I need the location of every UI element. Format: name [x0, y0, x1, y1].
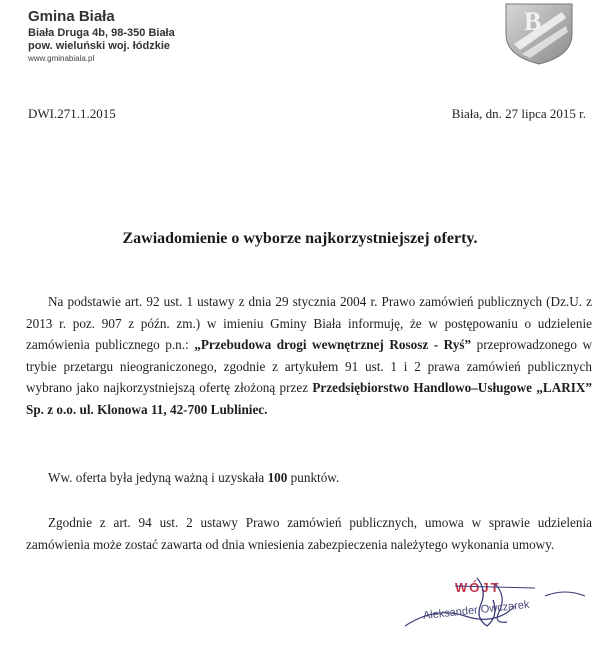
- body-paragraph-3: Zgodnie z art. 94 ust. 2 ustawy Prawo zamówień publicznych, umowa w sprawie udzielenia zamówienia może zostać zawarta od dnia wniesienia zabezpieczenia należytego wykonania umowy.: [26, 515, 592, 552]
- p1-intro: Na podstawie art. 92 ust. 1 ustawy z dnia 29 stycznia 2004 r. Prawo zamówień publicznych (Dz.U. z 2013 r. poz. 907 z późn. zm.) w imieniu Gminy Biała informuję, że w postępowaniu o udzielenie zamówienia publicznego p.n.:: [26, 294, 592, 352]
- p1-middle: przeprowadzonego w trybie przetargu nieograniczonego, zgodnie z artykułem 91 ust. 1 i 2 prawa zamówień publicznych wybrano jako najkorzystniejszą ofertę złożoną przez: [26, 337, 592, 395]
- region-line: pow. wieluński woj. łódzkie: [28, 40, 171, 52]
- project-name: „Przebudowa drogi wewnętrznej Rososz - Ryś”: [194, 337, 472, 352]
- points-value: 100: [267, 470, 288, 485]
- crest-letter: B: [524, 7, 542, 36]
- winning-company: Przedsiębiorstwo Handlowo–Usługowe „LARIX” Sp. z o.o. ul. Klonowa 11, 42-700 Lubliniec.: [26, 380, 592, 417]
- body-paragraph-2: [26, 467, 592, 489]
- org-name: Gmina Biała: [28, 8, 115, 25]
- address-line: Biała Druga 4b, 98-350 Biała: [28, 27, 175, 39]
- document-title: Zawiadomienie o wyborze najkorzystniejszej oferty.: [122, 230, 478, 247]
- stamp-title: WÓJT: [455, 580, 501, 595]
- p2-end: punktów.: [287, 470, 340, 485]
- website-link[interactable]: www.gminabiala.pl: [28, 54, 95, 63]
- p2-intro: Ww. oferta była jedyną ważną i uzyskała: [48, 470, 268, 485]
- body-paragraph-1: [26, 291, 592, 420]
- letterhead: [28, 8, 175, 64]
- stamp-name: Aleksander Owczarek: [422, 598, 531, 622]
- reference-number: DWI.271.1.2015: [28, 106, 116, 121]
- document-date: Biała, dn. 27 lipca 2015 r.: [451, 106, 586, 121]
- signature-block: [395, 566, 600, 647]
- coat-of-arms-icon: [500, 0, 578, 66]
